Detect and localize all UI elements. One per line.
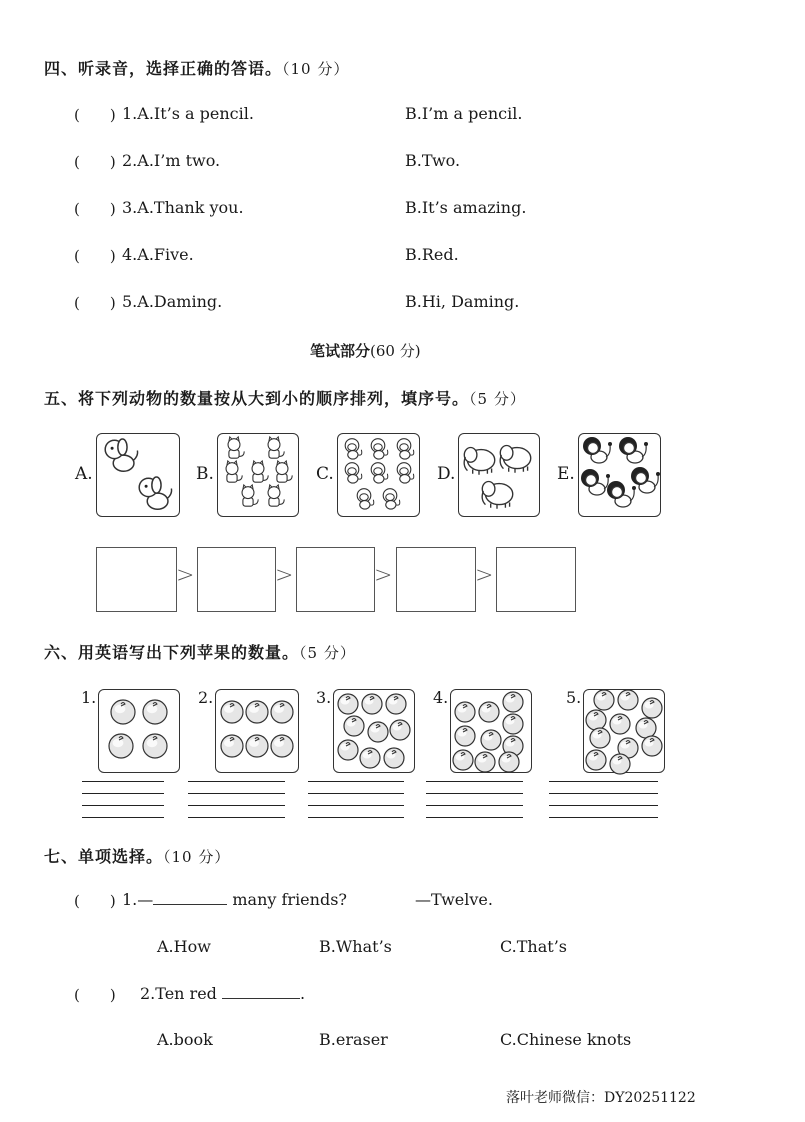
section7-heading-text: 七、单项选择。: [44, 847, 164, 866]
greater-than-sign: >: [374, 563, 393, 588]
apple-icon: [642, 736, 662, 756]
greater-than-sign: >: [176, 563, 195, 588]
lion-icon: [583, 437, 612, 463]
apple-icon: [503, 692, 523, 712]
apple-icon: [362, 694, 382, 714]
question-suffix: .: [300, 984, 306, 1003]
apple-icon: [143, 700, 167, 724]
question-stem: 4.A.Five.: [122, 245, 194, 264]
dog-icon: [139, 477, 171, 509]
section5-heading: [44, 386, 526, 409]
picture-label: E.: [557, 464, 575, 484]
option-a: A.How: [157, 937, 211, 956]
elephant-icon: [482, 482, 513, 509]
writing-line: [188, 805, 285, 806]
picture-box: [458, 433, 540, 517]
answer-box[interactable]: [197, 547, 276, 612]
apple-icon: [384, 748, 404, 768]
written-part-title-text: 笔试部分: [310, 342, 371, 360]
written-part-points: (60 分): [370, 342, 421, 360]
apple-icon: [271, 701, 293, 723]
writing-line: [426, 793, 523, 794]
picture-box: [450, 689, 532, 773]
apple-icon: [481, 730, 501, 750]
apple-icon: [246, 701, 268, 723]
cat-icon: [242, 485, 258, 506]
option-c: C.Chinese knots: [500, 1030, 632, 1049]
monkey-icon: [397, 463, 414, 483]
writing-line: [549, 793, 658, 794]
apple-icon: [221, 701, 243, 723]
writing-line: [308, 805, 404, 806]
answer-paren[interactable]: ( ): [74, 294, 116, 312]
monkey-icon: [383, 489, 400, 509]
apple-icon: [610, 714, 630, 734]
section4-points: （10 分）: [282, 60, 350, 78]
apple-icon: [368, 722, 388, 742]
apple-icon: [455, 726, 475, 746]
cat-icon: [276, 461, 292, 482]
cat-icon: [226, 461, 242, 482]
written-part-title: [310, 340, 421, 361]
elephant-icon: [464, 448, 495, 475]
writing-line: [549, 781, 658, 782]
animal-drawing: [218, 434, 298, 516]
apple-icon: [390, 720, 410, 740]
watermark: 落叶老师微信：DY20251122: [506, 1090, 696, 1106]
cat-icon: [268, 485, 284, 506]
question-stem: 3.A.Thank you.: [122, 198, 244, 217]
option-b: B.I’m a pencil.: [405, 104, 523, 123]
cat-icon: [268, 437, 284, 458]
answer-box[interactable]: [496, 547, 576, 612]
cat-icon: [252, 461, 268, 482]
question-prefix: 1.—: [122, 890, 154, 909]
apple-drawing: [99, 690, 179, 772]
picture-box: [217, 433, 299, 517]
section5-points: （5 分）: [469, 390, 526, 408]
monkey-icon: [397, 439, 414, 459]
answer-box[interactable]: [96, 547, 177, 612]
greater-than-sign: >: [275, 563, 294, 588]
apple-drawing: [584, 690, 664, 772]
question-reply: —Twelve.: [415, 890, 493, 909]
question-stem: [122, 890, 347, 909]
answer-paren[interactable]: ( ): [74, 200, 116, 218]
section6-heading: [44, 640, 356, 663]
option-b: B.It’s amazing.: [405, 198, 527, 217]
apple-icon: [109, 734, 133, 758]
picture-label: 5.: [566, 688, 582, 707]
animal-drawing: [459, 434, 539, 516]
animal-drawing: [579, 434, 660, 516]
section4-heading-text: 四、听录音，选择正确的答语。: [44, 59, 283, 78]
question-stem: 5.A.Daming.: [122, 292, 223, 311]
question-stem: [140, 984, 305, 1003]
picture-box: [96, 433, 180, 517]
answer-paren[interactable]: ( ): [74, 892, 116, 910]
answer-paren[interactable]: ( ): [74, 247, 116, 265]
apple-drawing: [334, 690, 414, 772]
picture-box: [333, 689, 415, 773]
apple-icon: [479, 702, 499, 722]
writing-line: [188, 781, 285, 782]
lion-icon: [619, 437, 648, 463]
writing-line: [308, 781, 404, 782]
picture-label: 1.: [81, 688, 97, 707]
apple-icon: [590, 728, 610, 748]
writing-line: [426, 781, 523, 782]
section7-heading: [44, 844, 230, 867]
animal-drawing: [338, 434, 419, 516]
apple-icon: [360, 748, 380, 768]
answer-box[interactable]: [396, 547, 476, 612]
option-b: B.Red.: [405, 245, 459, 264]
picture-box: [215, 689, 299, 773]
answer-paren[interactable]: ( ): [74, 153, 116, 171]
apple-icon: [475, 752, 495, 772]
picture-label: B.: [196, 464, 214, 484]
apple-drawing: [451, 690, 531, 772]
fill-blank[interactable]: [153, 890, 227, 905]
apple-icon: [642, 698, 662, 718]
question-prefix: 2.Ten red: [140, 984, 222, 1003]
apple-icon: [246, 735, 268, 757]
dog-icon: [105, 439, 137, 471]
writing-line: [82, 781, 164, 782]
apple-icon: [636, 718, 656, 738]
monkey-icon: [357, 489, 374, 509]
picture-label: 2.: [198, 688, 214, 707]
apple-drawing: [216, 690, 298, 772]
apple-icon: [499, 752, 519, 772]
answer-box[interactable]: [296, 547, 375, 612]
writing-line: [82, 817, 164, 818]
fill-blank[interactable]: [222, 984, 300, 999]
question-stem: 1.A.It’s a pencil.: [122, 104, 254, 123]
lion-icon: [607, 481, 636, 507]
monkey-icon: [345, 439, 362, 459]
apple-icon: [586, 750, 606, 770]
picture-label: 4.: [433, 688, 449, 707]
option-a: A.book: [157, 1030, 213, 1049]
apple-icon: [453, 750, 473, 770]
writing-line: [188, 817, 285, 818]
apple-icon: [455, 702, 475, 722]
writing-line: [308, 817, 404, 818]
apple-icon: [344, 716, 364, 736]
answer-paren[interactable]: ( ): [74, 106, 116, 124]
monkey-icon: [345, 463, 362, 483]
answer-paren[interactable]: ( ): [74, 986, 116, 1004]
section6-points: （5 分）: [299, 644, 356, 662]
apple-icon: [610, 754, 630, 774]
picture-box: [337, 433, 420, 517]
section6-heading-text: 六、用英语写出下列苹果的数量。: [44, 643, 300, 662]
greater-than-sign: >: [475, 563, 494, 588]
picture-box: [578, 433, 661, 517]
apple-icon: [338, 694, 358, 714]
picture-label: 3.: [316, 688, 332, 707]
apple-icon: [143, 734, 167, 758]
picture-label: A.: [75, 464, 93, 484]
cat-icon: [228, 437, 244, 458]
writing-line: [549, 805, 658, 806]
writing-line: [308, 793, 404, 794]
picture-box: [98, 689, 180, 773]
picture-box: [583, 689, 665, 773]
apple-icon: [586, 710, 606, 730]
writing-line: [188, 793, 285, 794]
monkey-icon: [371, 463, 388, 483]
section5-heading-text: 五、将下列动物的数量按从大到小的顺序排列，填序号。: [44, 389, 470, 408]
lion-icon: [581, 469, 610, 495]
monkey-icon: [371, 439, 388, 459]
writing-line: [426, 805, 523, 806]
picture-label: D.: [437, 464, 456, 484]
writing-line: [82, 805, 164, 806]
question-stem: 2.A.I’m two.: [122, 151, 221, 170]
option-b: B.What’s: [319, 937, 392, 956]
option-b: B.Two.: [405, 151, 461, 170]
elephant-icon: [500, 446, 531, 473]
animal-drawing: [97, 434, 179, 516]
option-c: C.That’s: [500, 937, 567, 956]
writing-line: [82, 793, 164, 794]
writing-line: [549, 817, 658, 818]
apple-icon: [618, 690, 638, 710]
apple-icon: [338, 740, 358, 760]
option-b: B.eraser: [319, 1030, 388, 1049]
apple-icon: [111, 700, 135, 724]
writing-line: [426, 817, 523, 818]
apple-icon: [271, 735, 293, 757]
section4-heading: [44, 56, 349, 79]
apple-icon: [386, 694, 406, 714]
option-b: B.Hi, Daming.: [405, 292, 520, 311]
apple-icon: [594, 690, 614, 710]
picture-label: C.: [316, 464, 334, 484]
apple-icon: [503, 714, 523, 734]
section7-points: （10 分）: [163, 848, 231, 866]
question-suffix: many friends?: [227, 890, 347, 909]
apple-icon: [221, 735, 243, 757]
